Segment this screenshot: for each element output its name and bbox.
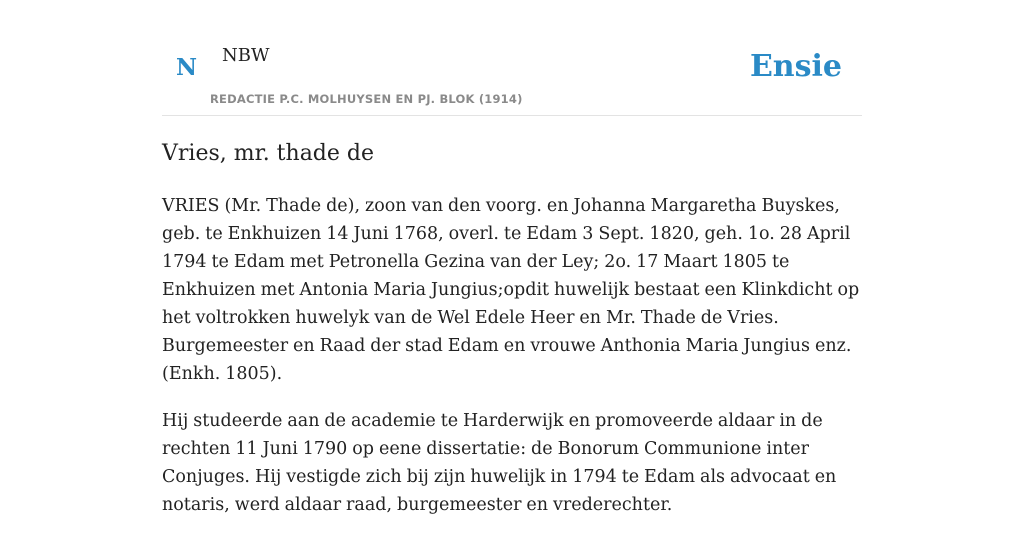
article-title: Vries, mr. thade de <box>162 141 375 166</box>
header <box>162 0 862 116</box>
article-paragraph: Hij studeerde aan de academie te Harderwijk en promoveerde aldaar in de rechten 11 Juni 1790 op eene dissertatie: de Bonorum Communione inter Conjuges. Hij vestigde zich bij zijn huwelijk in 1794 te Edam als advocaat en notaris, werd aldaar raad, burgemeester en vrederechter. <box>162 411 837 515</box>
editors-line: REDACTIE P.C. MOLHUYSEN EN PJ. BLOK (1914) <box>210 92 523 106</box>
logo-n-icon[interactable]: N <box>176 54 198 81</box>
article-paragraph: VRIES (Mr. Thade de), zoon van den voorg. en Johanna Margaretha Buyskes, geb. te Enkhuizen 14 Juni 1768, overl. te Edam 3 Sept. 1820, geh. 1o. 28 April 1794 te Edam met Petronella Gezina van der Ley; 2o. 17 Maart 1805 te Enkhuizen met Antonia Maria Jungius;opdit huwelijk bestaat een Klinkdicht op het voltrokken huwelyk van de Wel Edele Heer en Mr. Thade de Vries. Burgemeester en Raad der stad Edam en vrouwe Anthonia Maria Jungius enz. (Enkh. 1805). <box>162 196 860 384</box>
page <box>162 0 862 515</box>
article-body <box>162 192 862 538</box>
ensie-logo[interactable]: Ensie <box>749 49 842 84</box>
publication-name[interactable]: NBW <box>222 45 270 66</box>
